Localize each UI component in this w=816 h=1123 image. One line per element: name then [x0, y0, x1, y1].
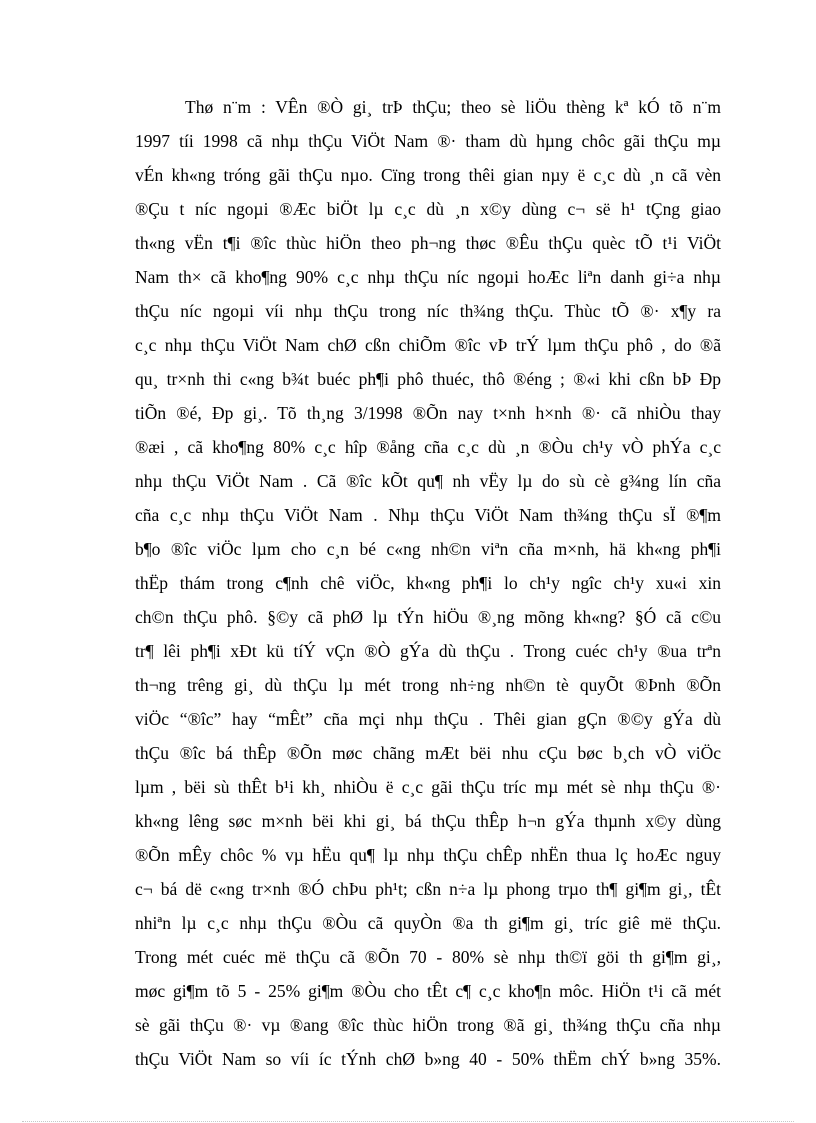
text-line: ®Çu t níc ngoµi ®Æc biÖt lµ c¸c dù ¸n x©y dùng c¬ së h¹ tÇng giao [135, 199, 721, 219]
text-line: viÖc “®îc” hay “mÊt” cña mçi nhµ thÇu . Thêi gian gÇn ®©y gÝa dù [135, 709, 721, 729]
text-line: ch©n thÇu phô. §©y cã phØ lµ tÝn hiÖu ®¸ng mõng kh«ng? §Ó cã c©u [135, 607, 721, 627]
page-bottom-divider [22, 1121, 794, 1122]
text-line: c¬ bá dë c«ng tr×nh ®Ó chÞu ph¹t; cßn n÷a lµ phong trµo th¶ gi¶m gi¸, tÊt [135, 879, 721, 899]
text-line: nhµ thÇu ViÖt Nam . Cã ®îc kÕt qu¶ nh vËy lµ do sù cè g¾ng lín cña [135, 471, 721, 491]
text-line: kh«ng lêng søc m×nh bëi khi gi¸ bá thÇu thÊp h¬n gÝa thµnh x©y dùng [135, 811, 721, 831]
text-line: nhiªn lµ c¸c nhµ thÇu ®Òu cã quyÒn ®a th gi¶m gi¸ tríc giê më thÇu. [135, 913, 721, 933]
text-line: th«ng vËn t¶i ®îc thùc hiÖn theo ph¬ng thøc ®Êu thÇu quèc tÕ t¹i ViÖt [135, 233, 721, 253]
text-line: cña c¸c nhµ thÇu ViÖt Nam . Nhµ thÇu ViÖt Nam th¾ng thÇu sÏ ®¶m [135, 505, 721, 525]
body-paragraph [135, 90, 721, 1076]
text-line: 1997 tíi 1998 cã nhµ thÇu ViÖt Nam ®· tham dù hµng chôc gãi thÇu mµ [135, 131, 721, 151]
text-line: tiÕn ®é, Ðp gi¸. Tõ th¸ng 3/1998 ®Õn nay t×nh h×nh ®· cã nhiÒu thay [135, 403, 721, 423]
text-line: ®Õn mÊy chôc % vµ hËu qu¶ lµ nhµ thÇu chÊp nhËn thua lç hoÆc nguy [135, 845, 721, 865]
text-line: Thø n¨m : VÊn ®Ò gi¸ trÞ thÇu; theo sè liÖu thèng kª kÓ tõ n¨m [185, 97, 721, 117]
text-line: sè gãi thÇu ®· vµ ®ang ®îc thùc hiÖn trong ®ã gi¸ th¾ng thÇu cña nhµ [135, 1015, 721, 1035]
text-line: th¬ng trêng gi¸ dù thÇu lµ mét trong nh÷ng nh©n tè quyÕt ®Þnh ®Õn [135, 675, 721, 695]
text-line: thËp thám trong c¶nh chê viÖc, kh«ng ph¶i lo ch¹y ngîc ch¹y xu«i xin [135, 573, 721, 593]
text-line: Trong mét cuéc më thÇu cã ®Õn 70 - 80% sè nhµ th©ï göi th gi¶m gi¸, [135, 947, 721, 967]
text-line: qu¸ tr×nh thi c«ng b¾t buéc ph¶i phô thuéc, thô ®éng ; ®«i khi cßn bÞ Ðp [135, 369, 721, 389]
text-line: lµm , bëi sù thÊt b¹i kh¸ nhiÒu ë c¸c gãi thÇu tríc mµ mét sè nhµ thÇu ®· [135, 777, 721, 797]
text-line: thÇu ViÖt Nam so víi íc tÝnh chØ b»ng 40 - 50% thËm chÝ b»ng 35%. [135, 1049, 721, 1069]
text-line: møc gi¶m tõ 5 - 25% gi¶m ®Òu cho tÊt c¶ c¸c kho¶n môc. HiÖn t¹i cã mét [135, 981, 721, 1001]
text-line: thÇu níc ngoµi víi nhµ thÇu trong níc th¾ng thÇu. Thùc tÕ ®· x¶y ra [135, 301, 721, 321]
text-line: c¸c nhµ thÇu ViÖt Nam chØ cßn chiÕm ®îc vÞ trÝ lµm thÇu phô , do ®ã [135, 335, 721, 355]
text-line: vÉn kh«ng tróng gãi thÇu nµo. Cïng trong thêi gian nµy ë c¸c dù ¸n cã vèn [135, 165, 721, 185]
text-line: Nam th× cã kho¶ng 90% c¸c nhµ thÇu níc ngoµi hoÆc liªn danh gi÷a nhµ [135, 267, 721, 287]
text-line: b¶o ®îc viÖc lµm cho c¸n bé c«ng nh©n viªn cña m×nh, hä kh«ng ph¶i [135, 539, 721, 559]
text-line: ®æi , cã kho¶ng 80% c¸c hîp ®ång cña c¸c dù ¸n ®Òu ch¹y vÒ phÝa c¸c [135, 437, 721, 457]
text-line: thÇu ®îc bá thÊp ®Õn møc chãng mÆt bëi nhu cÇu bøc b¸ch vÒ viÖc [135, 743, 721, 763]
text-line: tr¶ lêi ph¶i xÐt kü tíÝ vÇn ®Ò gÝa dù thÇu . Trong cuéc ch¹y ®ua trªn [135, 641, 721, 661]
